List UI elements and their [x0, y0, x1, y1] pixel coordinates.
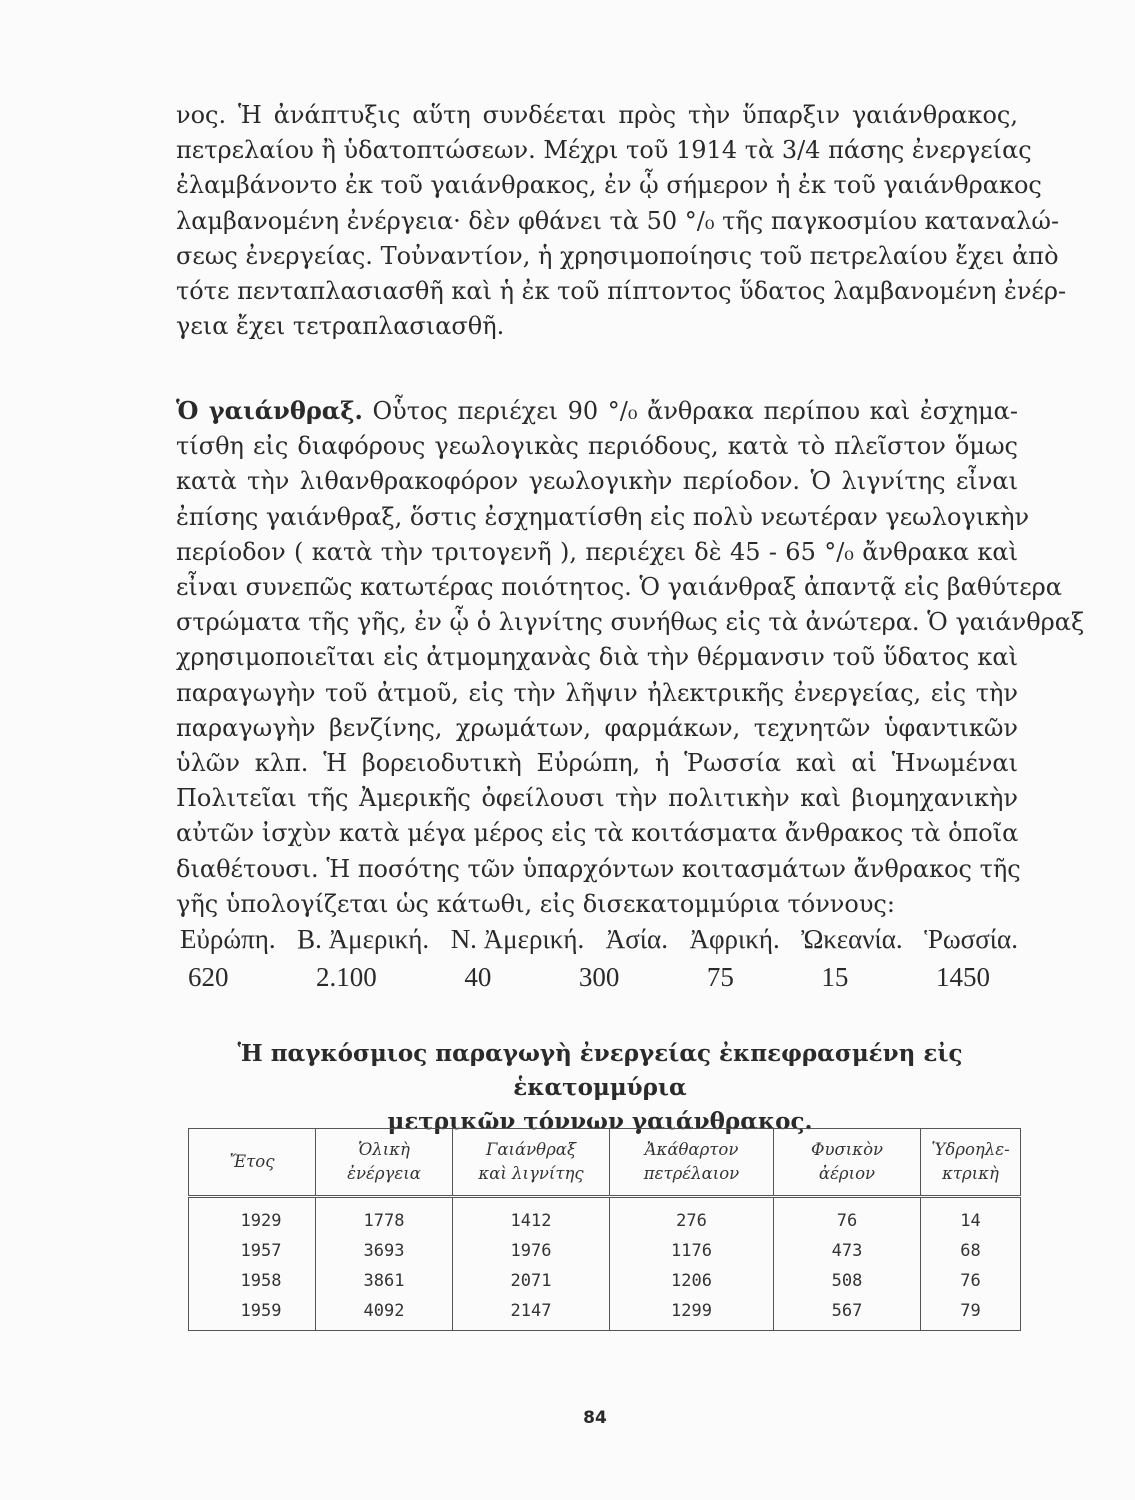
- region-label: Εὐρώπη.: [180, 923, 276, 954]
- reserves-value-row: [180, 958, 1018, 996]
- text-line: παραγωγὴν βενζίνης, χρωμάτων, φαρμάκων, τεχνητῶν ὑφαντικῶν: [176, 713, 1018, 742]
- table-row: 1957 3693 1976 1176 473 68: [189, 1236, 1021, 1266]
- text-line-rest: Οὗτος περιέχει 90 °/₀ ἄνθρακα περίπου καὶ ἐσχημα-: [362, 397, 1018, 425]
- text-line: παραγωγὴν τοῦ ἀτμοῦ, εἰς τὴν λῆψιν ἠλεκτρικῆς ἐνεργείας, εἰς τὴν: [176, 678, 1018, 707]
- text-line: χρησιμοποιεῖται εἰς ἀτμομηχανὰς διὰ τὴν θέρμανσιν τοῦ ὕδατος καὶ: [176, 643, 1018, 672]
- text-line: αὐτῶν ἰσχὺν κατὰ μέγα μέρος εἰς τὰ κοιτάσματα ἄνθρακος τὰ ὁποῖα: [176, 819, 1019, 848]
- text-line: σεως ἐνεργείας. Τοὐναντίον, ἡ χρησιμοποίησις τοῦ πετρελαίου ἔχει ἀπὸ: [176, 241, 1059, 270]
- header-total-energy: Ὁλικὴ ἐνέργεια: [316, 1129, 453, 1197]
- table-row: 1929 1778 1412 276 76 14: [189, 1206, 1021, 1236]
- text-line: τότε πενταπλασιασθῆ καὶ ἡ ἐκ τοῦ πίπτοντος ὕδατος λαμβανομένη ἐνέρ-: [176, 277, 1067, 306]
- coal-reserves-list: [180, 920, 1018, 996]
- page-number: 84: [583, 1408, 607, 1428]
- text-line: κατὰ τὴν λιθανθρακοφόρον γεωλογικὴν περίοδον. Ὁ λιγνίτης εἶναι: [176, 467, 1018, 496]
- text-line: νος. Ἡ ἀνάπτυξις αὕτη συνδέεται πρὸς τὴν ὕπαρξιν γαιάνθρακος,: [176, 101, 1018, 129]
- paragraph-energy-sources: [176, 98, 1067, 344]
- table-row: 1959 4092 2147 1299 567 79: [189, 1296, 1021, 1331]
- text-line: πετρελαίου ἢ ὑδατοπτώσεων. Μέχρι τοῦ 1914 τὰ 3/4 πάσης ἐνεργείας: [176, 136, 1032, 165]
- table-caption: [176, 1037, 1024, 1139]
- region-label: Β. Ἀμερική.: [297, 923, 430, 954]
- header-natural-gas: Φυσικὸν ἀέριον: [774, 1129, 921, 1197]
- table-row: 1958 3861 2071 1206 508 76: [189, 1266, 1021, 1296]
- caption-line: μετρικῶν τόννων γαιάνθρακος.: [387, 1108, 813, 1135]
- paragraph-coal: [176, 393, 1085, 922]
- text-line: περίοδον ( κατὰ τὴν τριτογενῆ ), περιέχει δὲ 45 - 65 °/₀ ἄνθρακα καὶ: [176, 537, 1018, 566]
- caption-line: Ἡ παγκόσμιος παραγωγὴ ἐνεργείας ἐκπεφρασμένη εἰς ἑκατομμύρια: [237, 1040, 963, 1101]
- text-line-first: [176, 393, 1018, 429]
- region-value: 2.100: [316, 961, 377, 992]
- text-line: γεια ἔχει τετραπλασιασθῆ.: [176, 312, 505, 341]
- text-line: ἐπίσης γαιάνθραξ, ὅστις ἐσχηματίσθη εἰς πολὺ νεωτέραν γεωλογικὴν: [176, 502, 1030, 531]
- text-line: εἶναι συνεπῶς κατωτέρας ποιότητος. Ὁ γαιάνθραξ ἀπαντᾷ εἰς βαθύτερα: [176, 573, 1062, 602]
- header-hydroelectric: Ὑδροηλε- κτρικὴ: [921, 1129, 1021, 1197]
- region-label: Ν. Ἀμερική.: [450, 923, 585, 954]
- text-line: ἐλαμβάνοντο ἐκ τοῦ γαιάνθρακος, ἐν ᾧ σήμερον ἡ ἐκ τοῦ γαιάνθρακος: [176, 171, 1042, 200]
- region-label: Ἀφρική.: [689, 923, 780, 954]
- region-value: 1450: [935, 961, 990, 992]
- header-coal-lignite: Γαιάνθραξ καὶ λιγνίτης: [453, 1129, 610, 1197]
- text-line: Πολιτεῖαι τῆς Ἀμερικῆς ὀφείλουσι τὴν πολιτικὴν καὶ βιομηχανικὴν: [176, 784, 1018, 813]
- text-line: στρώματα τῆς γῆς, ἐν ᾧ ὁ λιγνίτης συνήθως εἰς τὰ ἀνώτερα. Ὁ γαιάνθραξ: [176, 608, 1085, 637]
- region-value: 40: [464, 961, 492, 992]
- region-label: Ἀσία.: [605, 923, 668, 954]
- text-line: ὑλῶν κλπ. Ἡ βορειοδυτικὴ Εὐρώπη, ἡ Ῥωσσία καὶ αἱ Ἡνωμέναι: [176, 749, 1018, 778]
- text-line: διαθέτουσι. Ἡ ποσότης τῶν ὑπαρχόντων κοιτασμάτων ἄνθρακος τῆς: [176, 854, 1021, 883]
- text-line: λαμβανομένη ἐνέργεια· δὲν φθάνει τὰ 50 °/₀ τῆς παγκοσμίου καταναλώ-: [176, 206, 1060, 235]
- reserves-region-row: [180, 920, 1018, 958]
- energy-production-table: [188, 1128, 1021, 1331]
- region-label: Ὠκεανία.: [801, 923, 903, 954]
- table-header-row: [189, 1129, 1021, 1197]
- runin-heading: Ὁ γαιάνθραξ.: [176, 396, 363, 425]
- header-crude-oil: Ἀκάθαρτον πετρέλαιον: [610, 1129, 774, 1197]
- text-line: γῆς ὑπολογίζεται ὡς κάτωθι, εἰς δισεκατομμύρια τόννους:: [176, 889, 895, 918]
- table-separator: [189, 1197, 1021, 1207]
- region-label: Ῥωσσία.: [924, 923, 1018, 954]
- text-line: τίσθη εἰς διαφόρους γεωλογικὰς περιόδους, κατὰ τὸ πλεῖστον ὅμως: [176, 432, 1018, 461]
- header-year: Ἔτος: [189, 1129, 316, 1197]
- region-value: 620: [188, 961, 229, 992]
- region-value: 75: [706, 961, 734, 992]
- region-value: 15: [821, 961, 849, 992]
- region-value: 300: [578, 961, 620, 992]
